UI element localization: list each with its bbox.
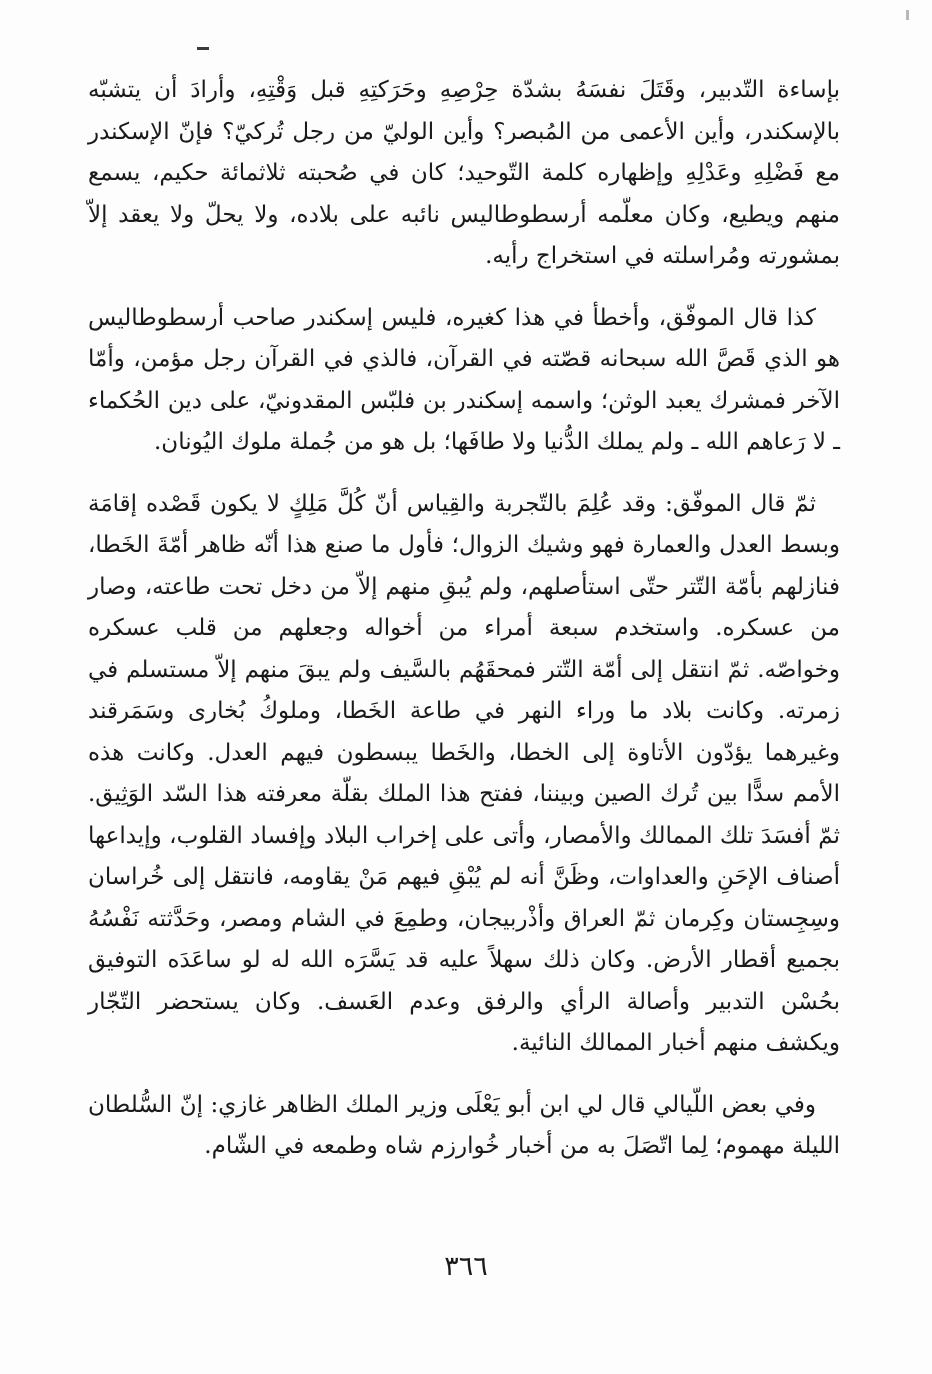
paragraph: وفي بعض اللّيالي قال لي ابن أبو يَعْلَى وزير الملك الظاهر غازي: إنّ السُّلطان الليلة مهموم؛ لِما اتّصَلَ به من أخبار خُوارزم شاه وطمعه في الشّام. bbox=[88, 1091, 840, 1159]
paragraph: ثمّ قال الموفّق: وقد عُلِمَ بالتّجربة والقِياس أنّ كُلَّ مَلِكٍ لا يكون قَصْده إقامَة وبسط العدل والعمارة فهو وشيك الزوال؛ فأول ما صنع هذا أنّه ظاهر أمّةَ الخَطا، فنازلهم بأمّة التّتر حتّى استأصلهم، ولم يُبقِ منهم إلاّ من دخل تحت طاعته، وصار من عسكره. واستخدم سبعة أمراء من أخواله وجعلهم من قلب عسكره وخواصّه. ثمّ انتقل إلى أمّة التّتر فمحقَهُم بالسَّيف ولم يبقَ منهم إلاّ مستسلم في زمرته. وكانت بلاد ما وراء النهر في طاعة الخَطا، وملوكُ بُخارى وسَمَرقند وغيرهما يؤدّون الأتاوة إلى الخطا، والخَطا يبسطون فيهم العدل. وكانت هذه الأمم سدًّا بين تُرك الصين وبيننا، ففتح هذا الملك بقلّة معرفته هذا السّد الوَثِيق. ثمّ أفسَدَ تلك الممالك والأمصار، وأتى على إخراب البلاد وإفساد القلوب، وإيداعها أصناف الإحَنِ والعداوات، وظَنَّ أنه لم يُبْقِ فيهم مَنْ يقاومه، فانتقل إلى خُراسان وسِجِستان وكِرمان ثمّ العراق وأذْربيجان، وطمِعَ في الشام ومصر، وحَدَّثته نَفْسُهُ بجميع أقطار الأرض. وكان ذلك سهلاً عليه قد يَسَّرَه الله له لو ساعَدَه التوفيق بحُسْن التدبير وأصالة الرأي والرفق وعدم العَسف. وكان يستحضر التّجّار ويكشف منهم أخبار الممالك النائية. bbox=[88, 490, 840, 1056]
paragraph: بإساءة التّدبير، وقَتَلَ نفسَهُ بشدّة حِرْصِهِ وحَرَكتِهِ قبل وَقْتِهِ، وأرادَ أن يتشبّه بالإسكندر، وأين الأعمى من المُبصر؟ وأين الوليّ من رجل تُركيّ؟ فإنّ الإسكندر مع فَضْلِهِ وعَدْلِهِ وإظهاره كلمة التّوحيد؛ كان في صُحبته ثلاثمائة حكيم، يسمع منهم ويطيع، وكان معلّمه أرسطوطاليس نائبه على بلاده، ولا يحلّ ولا يعقد إلاّ بمشورته ومُراسلته في استخراج رأيه. bbox=[88, 77, 840, 269]
body-text bbox=[88, 70, 840, 1168]
paragraph: كذا قال الموفّق، وأخطأ في هذا كغيره، فليس إسكندر صاحب أرسطوطاليس هو الذي قَصَّ الله سبحانه قصّته في القرآن، فالذي في القرآن رجل مؤمن، وأمّا الآخر فمشرك يعبد الوثن؛ واسمه إسكندر بن فلبّس المقدونيّ، على دين الحُكماء ـ لا رَعاهم الله ـ ولم يملك الدُّنيا ولا طافَها؛ بل هو من جُملة ملوك اليُونان. bbox=[88, 304, 840, 455]
page-number: ٣٦٦ bbox=[444, 1251, 488, 1282]
scan-mark bbox=[906, 10, 909, 20]
print-mark bbox=[197, 47, 209, 50]
